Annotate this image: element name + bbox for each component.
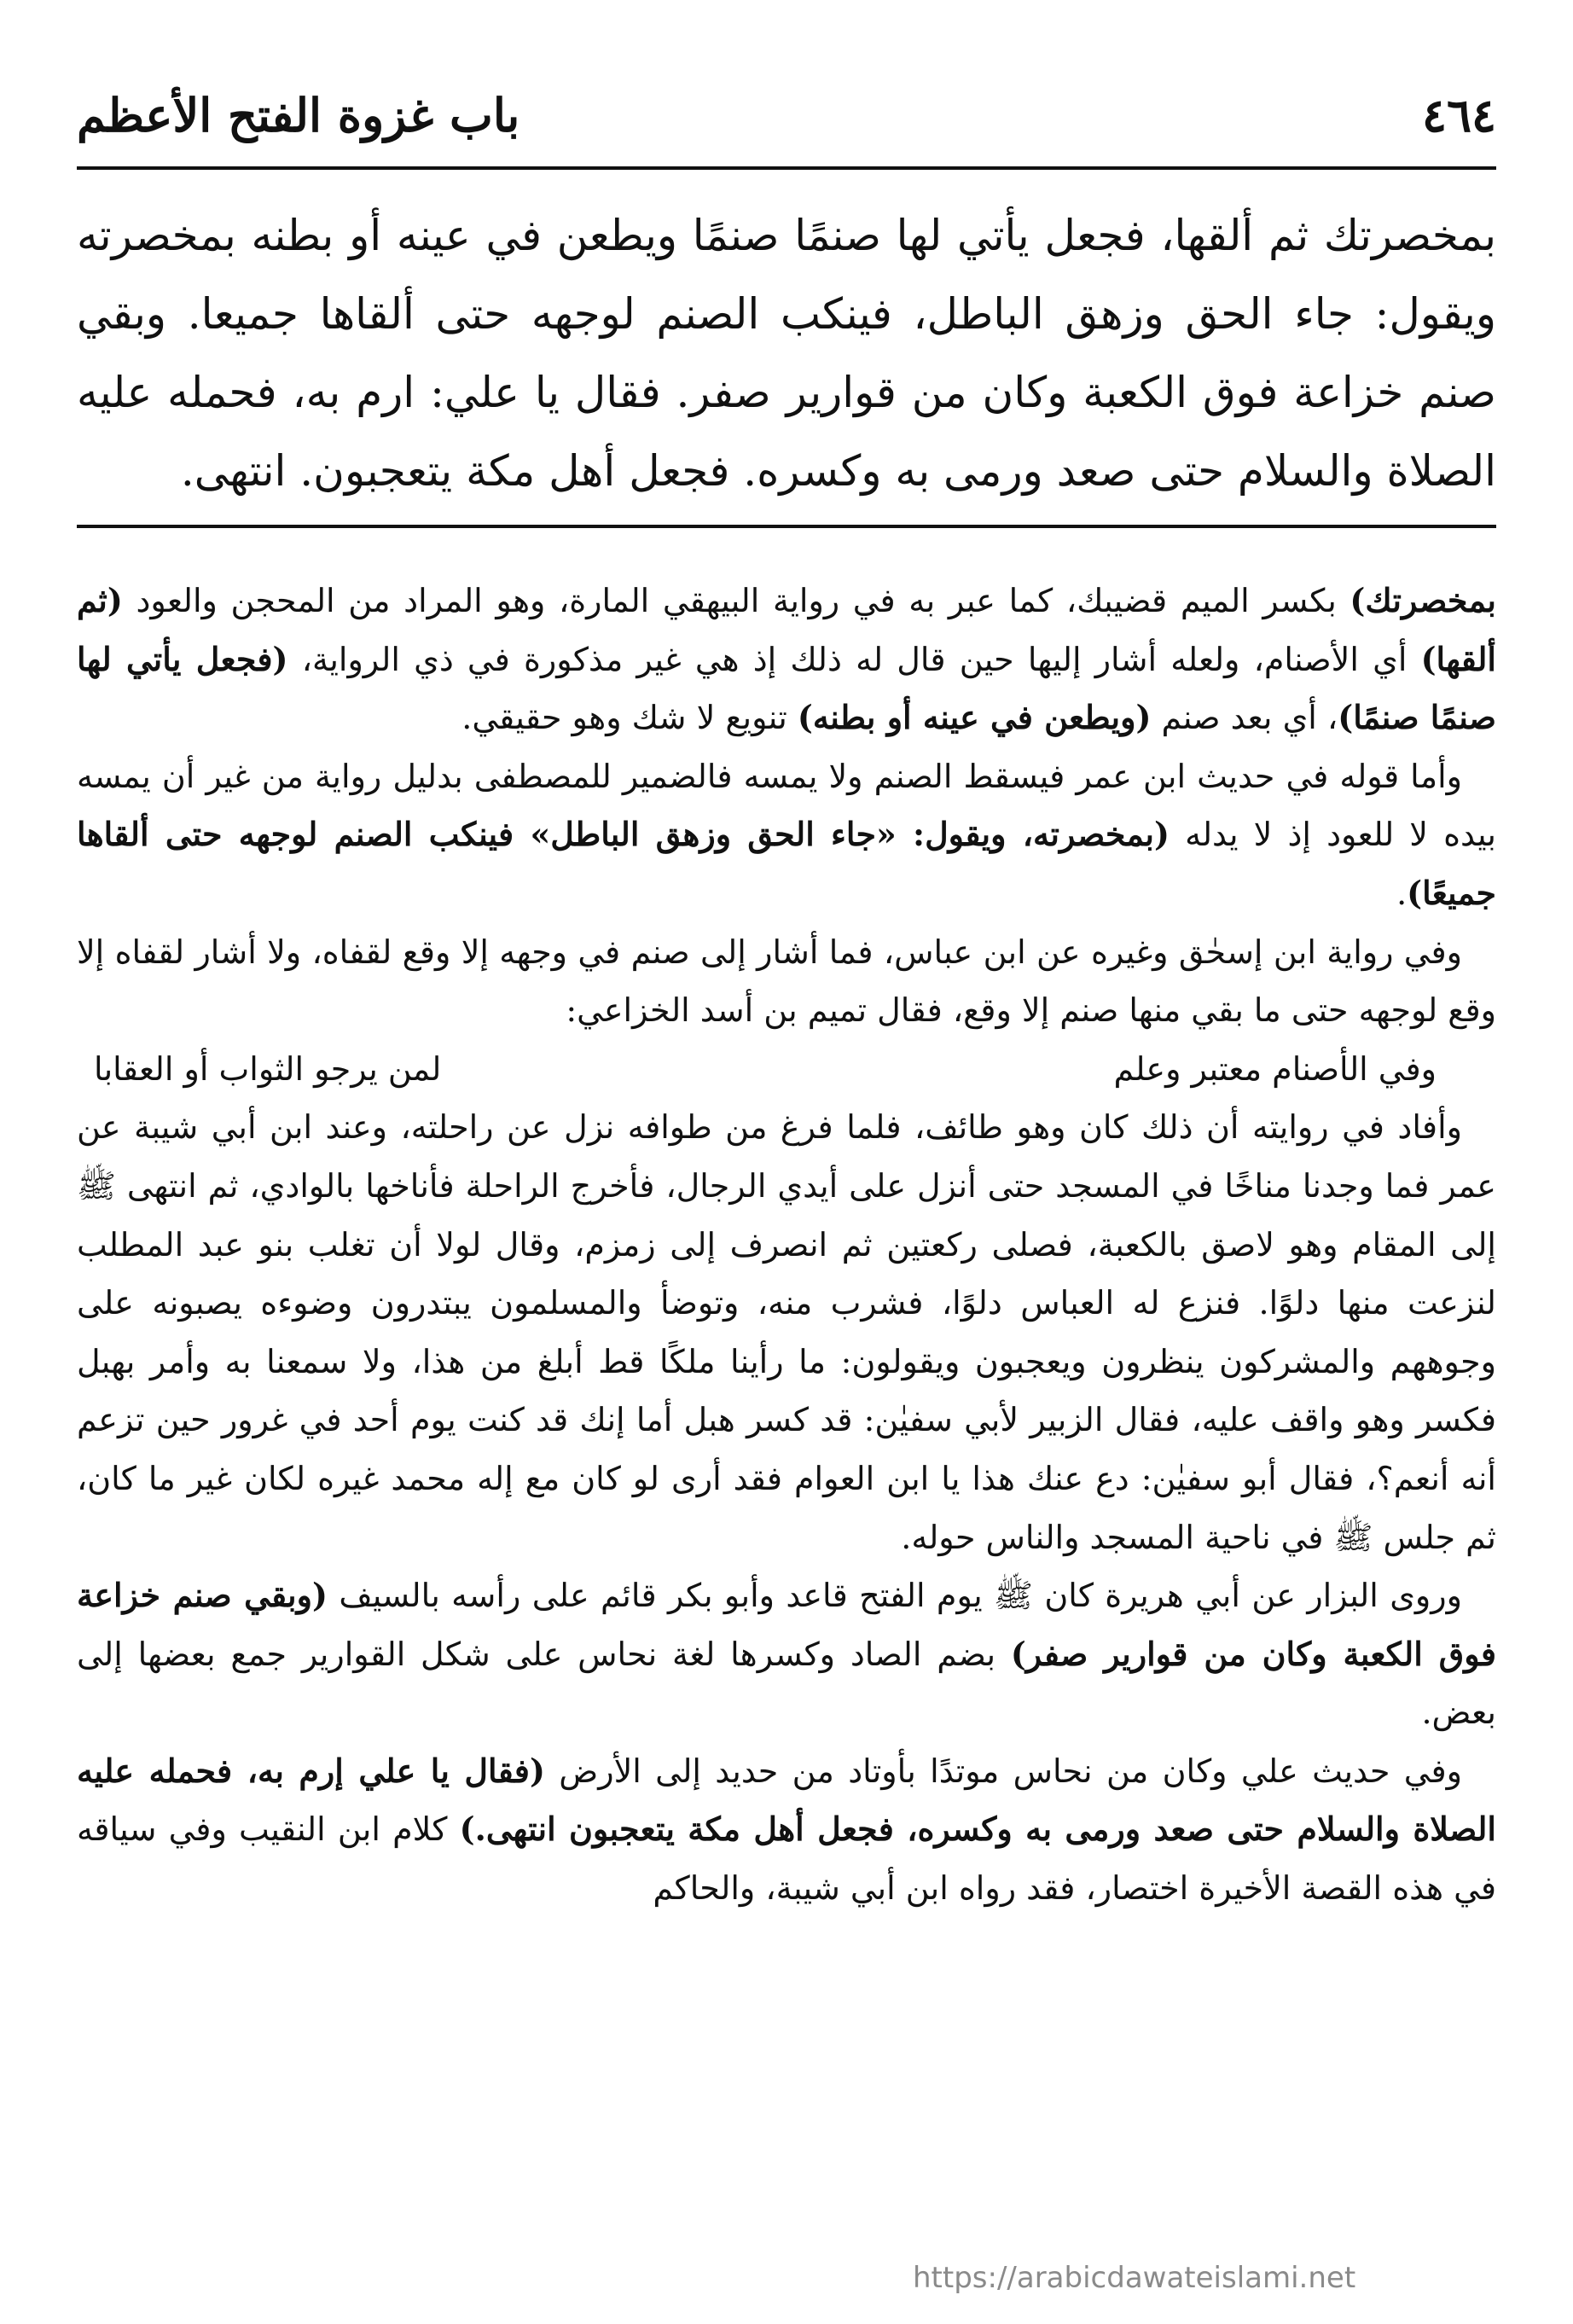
- quoted-phrase: (فجعل يأتي لها صنمًا صنمًا): [77, 639, 1496, 737]
- commentary-paragraph-6: [77, 1742, 1496, 1918]
- commentary-text: وأما قوله في حديث ابن عمر فيسقط الصنم ولا يمسه فالضمير للمصطفى بدليل رواية من غير أن يمسه بيده لا للعود إذ لا يدله: [77, 757, 1497, 854]
- commentary-text: تنويع لا شك وهو حقيقي.: [461, 699, 798, 737]
- quoted-phrase: (وبقي صنم خزاعة فوق الكعبة وكان من قوارير صفر): [77, 1576, 1497, 1673]
- quoted-phrase: (بمخصرته، ويقول: «جاء الحق وزهق الباطل» فينكب الصنم لوجهه حتى ألقاها جميعًا): [77, 815, 1496, 912]
- main-text-block: [77, 196, 1496, 510]
- verse-second-hemistich: لمن يرجو الثواب أو العقابا: [94, 1049, 442, 1088]
- commentary-paragraph-3: وفي رواية ابن إسحٰق وغيره عن ابن عباس، فما أشار إلى صنم في وجهه إلا وقع لقفاه، ولا أشار لقفاه إلا وقع لوجهه حتى ما بقي منها صنم إلا وقع، فقال تميم بن أسد الخزاعي:: [77, 933, 1496, 1030]
- commentary-text: أي الأصنام، ولعله أشار إليها حين قال له ذلك إذ هي غير مذكورة في ذي الرواية،: [287, 640, 1421, 678]
- poetry-verse: [77, 1040, 1496, 1099]
- commentary-paragraph-5: [77, 1566, 1496, 1742]
- commentary-text: كلام ابن النقيب وفي سياقه في هذه القصة الأخيرة اختصار، فقد رواه ابن أبي شيبة، والحاكم: [77, 1810, 1496, 1908]
- verse-first-hemistich: وفي الأصنام معتبر وعلم: [1113, 1049, 1437, 1088]
- commentary-paragraph-1: [77, 572, 1496, 747]
- separator-line: [77, 525, 1496, 528]
- commentary-text: بضم الصاد وكسرها لغة نحاس على شكل القوارير جمع بعضها إلى بعض.: [77, 1635, 1496, 1732]
- main-text-paragraph: بمخصرتك ثم ألقها، فجعل يأتي لها صنمًا صنمًا ويطعن في عينه أو بطنه بمخصرته ويقول: جاء الحق وزهق الباطل، فينكب الصنم لوجهه حتى ألقاها جميعا. وبقي صنم خزاعة فوق الكعبة وكان من قوارير صفر. فقال يا علي: ارم به، فحمله عليه الصلاة والسلام حتى صعد ورمى به وكسره. فجعل أهل مكة يتعجبون. انتهى.: [77, 211, 1496, 496]
- commentary-block: [77, 572, 1496, 1918]
- page-header: [77, 64, 1496, 170]
- quoted-phrase: بمخصرتك): [1350, 581, 1496, 619]
- commentary-text: .: [1396, 874, 1408, 912]
- page-number: ٤٦٤: [1421, 88, 1496, 142]
- commentary-text: وفي حديث علي وكان من نحاس موتدًا بأوتاد من حديد إلى الأرض: [544, 1752, 1462, 1790]
- watermark-url: https://arabicdawateislami.net: [913, 2261, 1356, 2295]
- commentary-text: ، أي بعد صنم: [1151, 699, 1338, 737]
- commentary-text: وروى البزار عن أبي هريرة كان ﷺ يوم الفتح قاعد وأبو بكر قائم على رأسه بالسيف: [327, 1577, 1462, 1615]
- quoted-phrase: (ويطعن في عينه أو بطنه): [797, 698, 1152, 737]
- quoted-phrase: (ثم ألقها): [77, 581, 1496, 678]
- commentary-paragraph-2: [77, 747, 1496, 923]
- commentary-paragraph-4: وأفاد في روايته أن ذلك كان وهو طائف، فلما فرغ من طوافه نزل عن راحلته، وعند ابن أبي شيبة عن عمر فما وجدنا مناخًا في المسجد حتى أنزل على أيدي الرجال، فأخرج الراحلة فأناخها بالوادي، ثم انتهى ﷺ إلى المقام وهو لاصق بالكعبة، فصلى ركعتين ثم انصرف إلى زمزم، وقال لولا أن تغلب بنو عبد المطلب لنزعت منها دلوًا. فنزع له العباس دلوًا، فشرب منه، وتوضأ والمسلمون يبتدرون وضوءه يصبونه على وجوههم والمشركون ينظرون ويعجبون ويقولون: ما رأينا ملكًا قط أبلغ من هذا، ولا سمعنا به وأمر بهبل فكسر وهو واقف عليه، فقال الزبير لأبي سفيٰن: قد كسر هبل أما إنك قد كنت يوم أحد في غرور حين تزعم أنه أنعم؟، فقال أبو سفيٰن: دع عنك هذا يا ابن العوام فقد أرى لو كان مع إله محمد غيره لكان غير ما كان، ثم جلس ﷺ في ناحية المسجد والناس حوله.: [77, 1108, 1496, 1556]
- chapter-title: باب غزوة الفتح الأعظم: [77, 88, 520, 142]
- quoted-phrase: (فقال يا علي إرم به، فحمله عليه الصلاة والسلام حتى صعد ورمى به وكسره، فجعل أهل مكة يتعجبون انتهى.): [77, 1751, 1496, 1849]
- commentary-text: بكسر الميم قضيبك، كما عبر به في رواية البيهقي المارة، وهو المراد من المحجن والعود: [122, 582, 1350, 619]
